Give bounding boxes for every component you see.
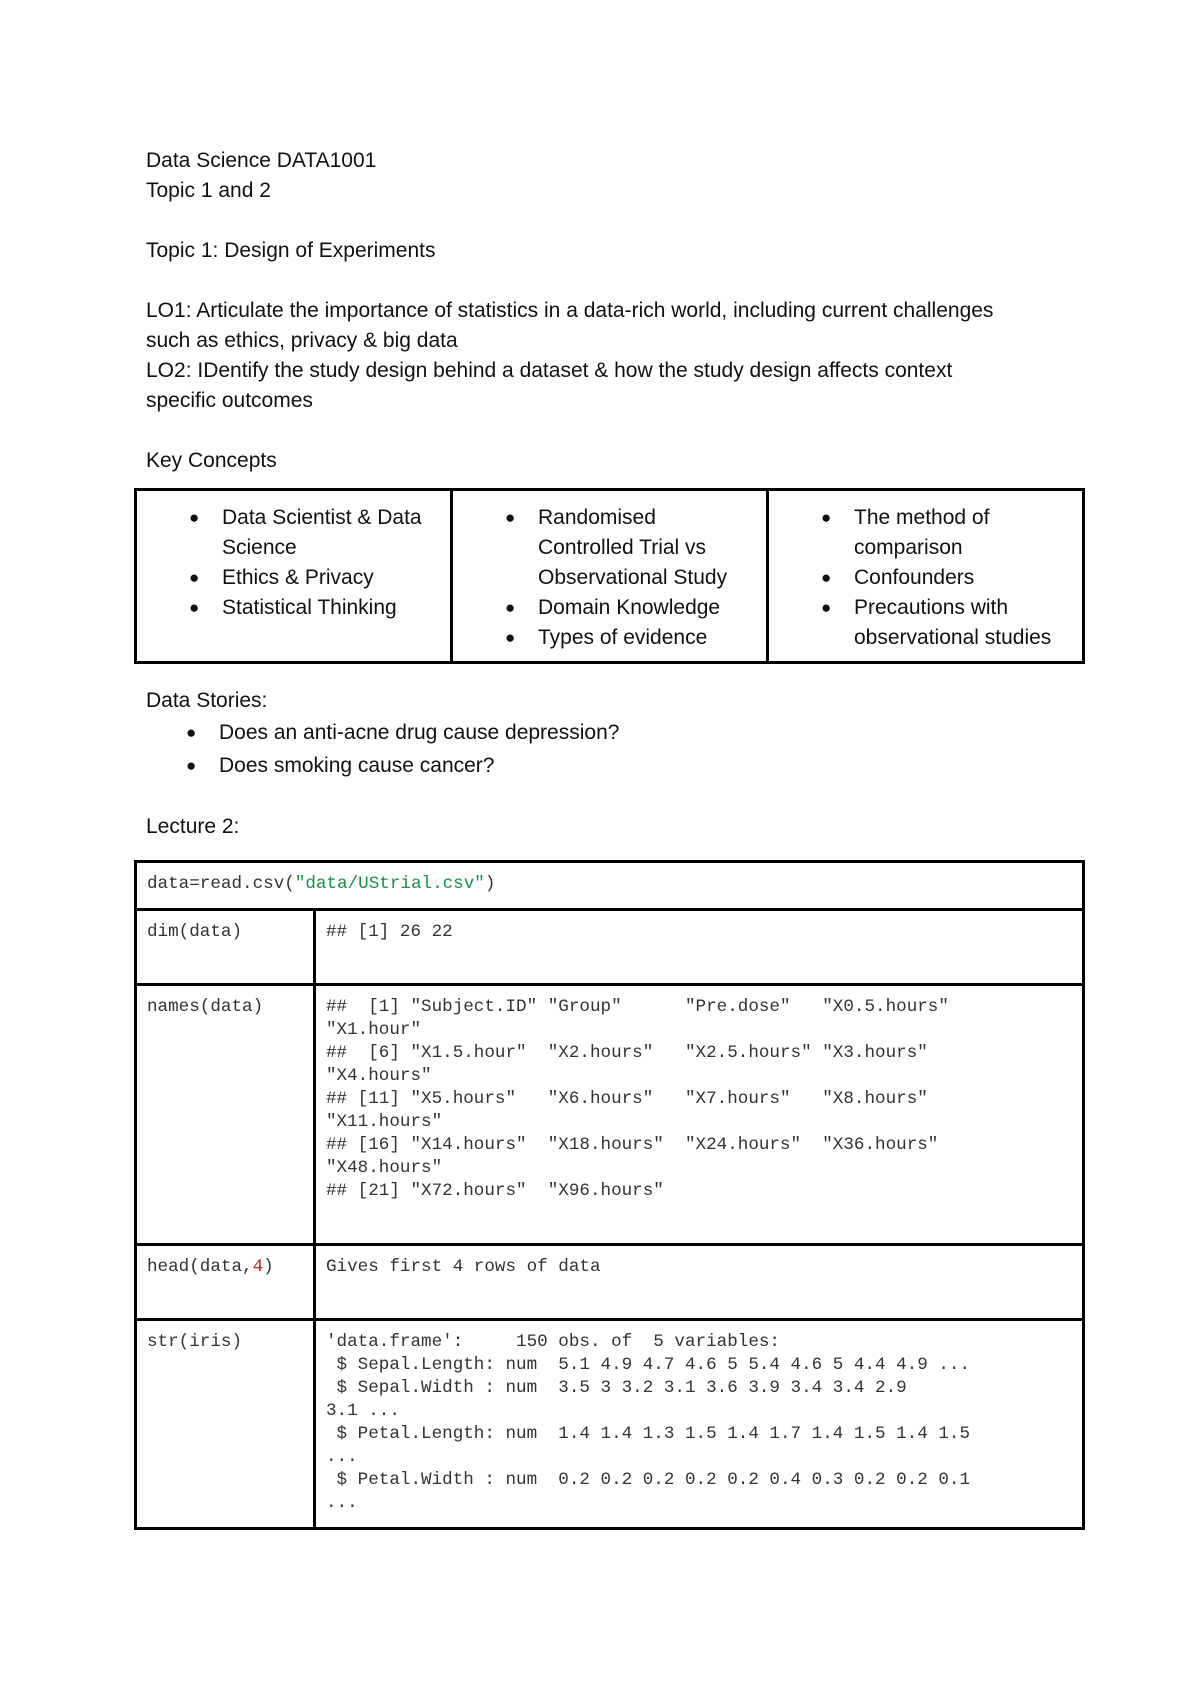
code-row-dim bbox=[136, 910, 1084, 985]
concepts-column-1 bbox=[136, 490, 452, 663]
concept-item: ● Ethics & Privacy bbox=[147, 563, 440, 593]
read-csv-string: "data/UStrial.csv" bbox=[294, 874, 485, 894]
data-stories-list bbox=[146, 716, 1086, 782]
topics-subtitle: Topic 1 and 2 bbox=[146, 179, 271, 202]
concepts-column-3 bbox=[768, 490, 1084, 663]
concepts-column-2 bbox=[452, 490, 768, 663]
head-command-number: 4 bbox=[252, 1257, 264, 1277]
code-row-read bbox=[136, 862, 1084, 910]
document-page bbox=[146, 146, 1086, 1530]
head-command bbox=[136, 1245, 315, 1320]
data-story-item: ● Does smoking cause cancer? bbox=[146, 749, 1086, 782]
code-row-head bbox=[136, 1245, 1084, 1320]
concept-item: ● The method of comparison bbox=[779, 503, 1072, 563]
read-csv-cell bbox=[136, 862, 1084, 910]
key-concepts-table bbox=[134, 488, 1085, 664]
concept-item: ● Statistical Thinking bbox=[147, 593, 440, 623]
read-csv-suffix: ) bbox=[484, 874, 496, 894]
code-row-names bbox=[136, 985, 1084, 1245]
dim-output: ## [1] 26 22 bbox=[315, 910, 1084, 985]
read-csv-prefix: data=read.csv( bbox=[147, 874, 295, 894]
lecture2-heading: Lecture 2: bbox=[146, 815, 240, 838]
course-title: Data Science DATA1001 bbox=[146, 149, 377, 172]
names-command: names(data) bbox=[136, 985, 315, 1245]
concept-item: ● Confounders bbox=[779, 563, 1072, 593]
dim-command: dim(data) bbox=[136, 910, 315, 985]
concept-item: ● Randomised Controlled Trial vs Observational Study bbox=[463, 503, 756, 593]
concept-item: ● Data Scientist & Data Science bbox=[147, 503, 440, 563]
lo2-line1: LO2: IDentify the study design behind a dataset & how the study design affects context bbox=[146, 359, 953, 382]
key-concepts-heading: Key Concepts bbox=[146, 449, 277, 472]
head-command-prefix: head(data, bbox=[147, 1257, 253, 1277]
names-output: ## [1] "Subject.ID" "Group" "Pre.dose" "X0.5.hours" "X1.hour" ## [6] "X1.5.hour" "X2.hours" "X2.5.hours" "X3.hours" "X4.hours" ## [11] "X5.hours" "X6.hours" "X7.hours" "X8.hours" "X11.hours" ## [16] "X14.hours" "X18.hours" "X24.hours" "X36.hours" "X48.hours" ## [21] "X72.hours" "X96.hours" bbox=[315, 985, 1084, 1245]
head-output: Gives first 4 rows of data bbox=[315, 1245, 1084, 1320]
data-stories-heading: Data Stories: bbox=[146, 689, 268, 712]
concept-item: ● Domain Knowledge bbox=[463, 593, 756, 623]
concept-item: ● Types of evidence bbox=[463, 623, 756, 653]
lo1-line2: such as ethics, privacy & big data bbox=[146, 329, 458, 352]
data-story-item: ● Does an anti-acne drug cause depression? bbox=[146, 716, 1086, 749]
topic1-heading: Topic 1: Design of Experiments bbox=[146, 239, 436, 262]
concept-item: ● Precautions with observational studies bbox=[779, 593, 1072, 653]
lo1-line1: LO1: Articulate the importance of statistics in a data-rich world, including current challenges bbox=[146, 299, 994, 322]
code-row-str bbox=[136, 1320, 1084, 1529]
head-command-suffix: ) bbox=[263, 1257, 274, 1277]
lo2-line2: specific outcomes bbox=[146, 389, 313, 412]
str-output: 'data.frame': 150 obs. of 5 variables: $ Sepal.Length: num 5.1 4.9 4.7 4.6 5 5.4 4.6 5 4.4 4.9 ... $ Sepal.Width : num 3.5 3 3.2 3.1 3.6 3.9 3.4 3.4 2.9 3.1 ... $ Petal.Length: num 1.4 1.4 1.3 1.5 1.4 1.7 1.4 1.5 1.4 1.5 ... $ Petal.Width : num 0.2 0.2 0.2 0.2 0.2 0.4 0.3 0.2 0.2 0.1 ... bbox=[315, 1320, 1084, 1529]
str-command: str(iris) bbox=[136, 1320, 315, 1529]
r-code-table bbox=[134, 860, 1085, 1530]
